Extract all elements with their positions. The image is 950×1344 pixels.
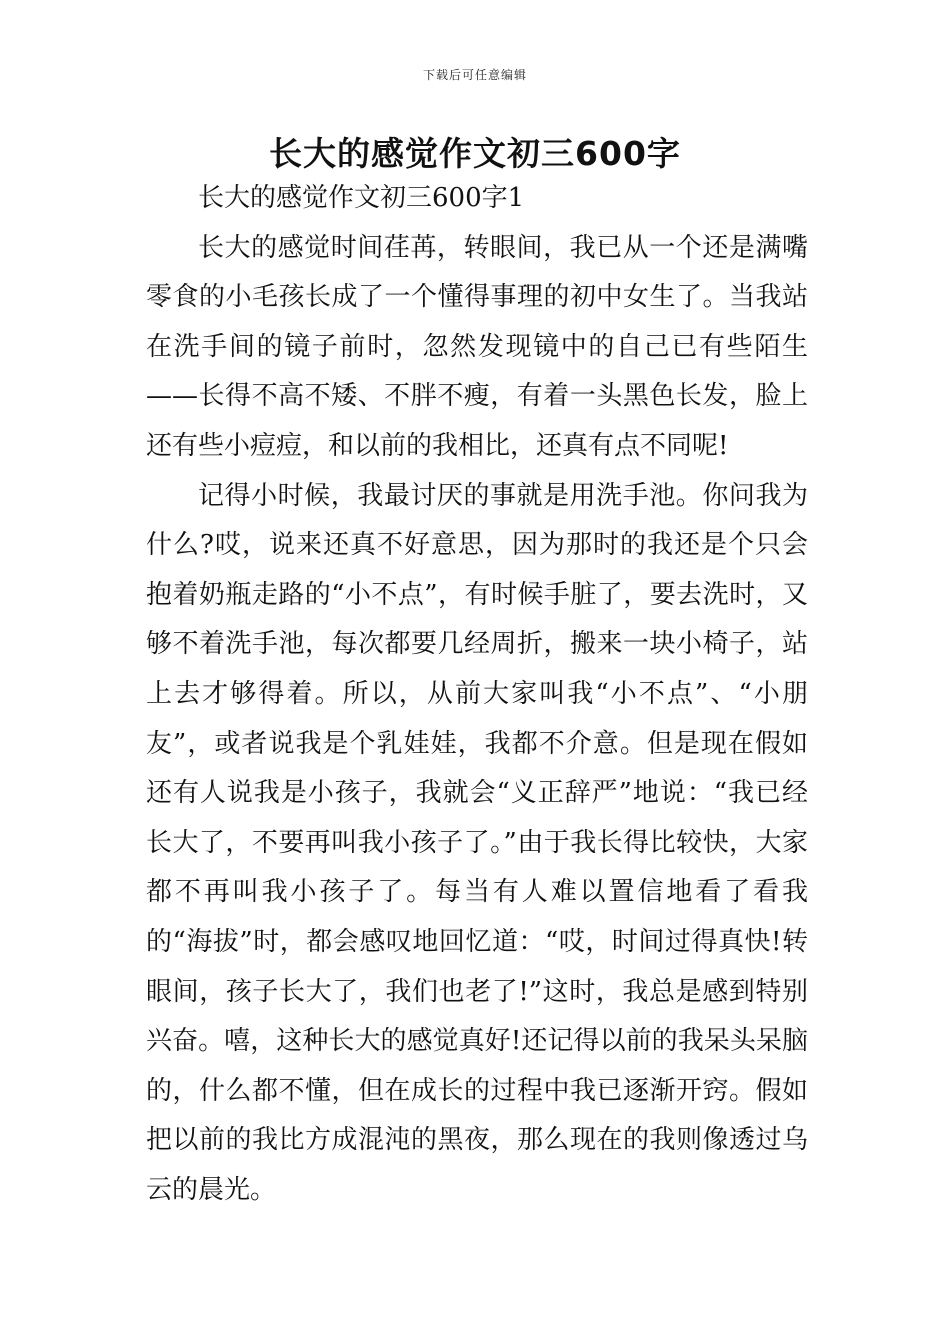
paragraph-2: 记得小时候，我最讨厌的事就是用洗手池。你问我为什么?哎，说来还真不好意思，因为那时的我还是个只会抱着奶瓶走路的“小不点”，有时候手脏了，要去洗时，又够不着洗手池，每次都要几经周折，搬来一块小椅子，站上去才够得着。所以，从前大家叫我“小不点”、“小朋友”，或者说我是个乳娃娃，我都不介意。但是现在假如还有人说我是小孩子，我就会“义正辞严”地说：“我已经长大了，不要再叫我小孩子了。”由于我长得比较快，大家都不再叫我小孩子了。每当有人难以置信地看了看我的“海拔”时，都会感叹地回忆道：“哎，时间过得真快!转眼间，孩子长大了，我们也老了!”这时，我总是感到特别兴奋。嘻，这种长大的感觉真好!还记得以前的我呆头呆脑的，什么都不懂，但在成长的过程中我已逐渐开窍。假如把以前的我比方成混沌的黑夜，那么现在的我则像透过乌云的晨光。 xyxy=(146,480,808,1205)
essay-subtitle: 长大的感觉作文初三600字1 xyxy=(198,183,525,213)
page-title: 长大的感觉作文初三600字 xyxy=(269,134,681,173)
header-note: 下载后可任意编辑 xyxy=(422,68,527,82)
document-body xyxy=(146,174,808,1215)
paragraph-1: 长大的感觉时间荏苒，转眼间，我已从一个还是满嘴零食的小毛孩长成了一个懂得事理的初中女生了。当我站在洗手间的镜子前时，忽然发现镜中的自己已有些陌生——长得不高不矮、不胖不瘦，有着一头黑色长发，脸上还有些小痘痘，和以前的我相比，还真有点不同呢! xyxy=(146,232,808,461)
